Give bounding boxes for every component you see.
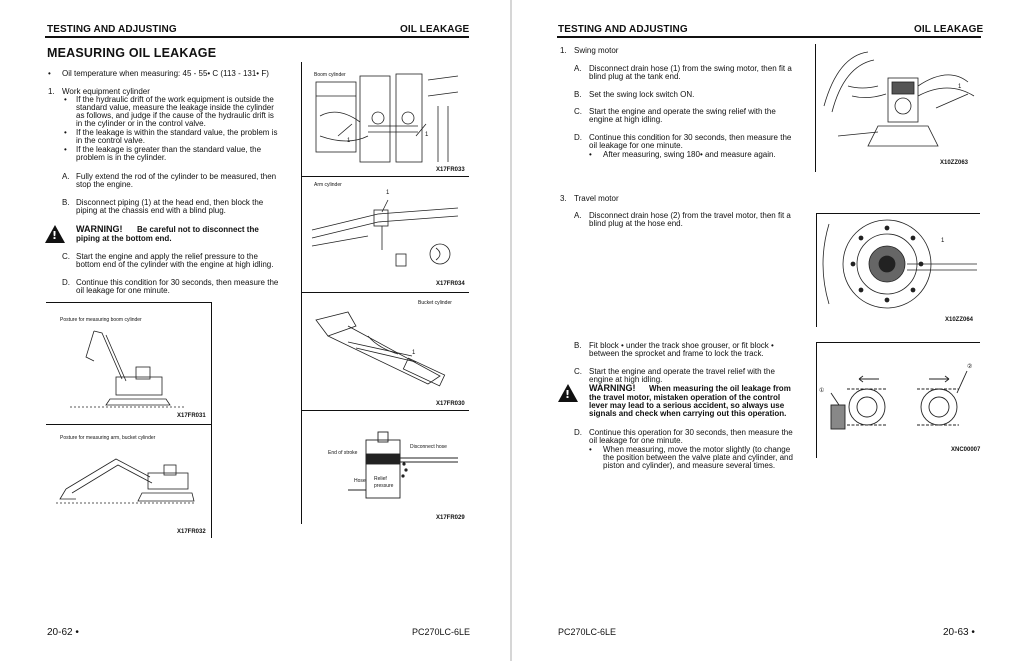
figure-id: X17FR031 xyxy=(177,413,206,419)
travel-sub-note: When measuring, move the motor slightly (to change xyxy=(603,445,791,454)
figure-caption: Bucket cylinder xyxy=(418,300,452,306)
step-letter: D. xyxy=(574,428,582,437)
figure-id: X17FR030 xyxy=(436,401,465,407)
figure-id: X17FR029 xyxy=(436,515,465,521)
posture-figures xyxy=(46,302,212,538)
step-letter: B. xyxy=(574,90,582,99)
step-line: piping at the chassis end with a blind plug. xyxy=(76,206,226,215)
figure-id: X10ZZ063 xyxy=(940,160,969,166)
callout-1: 1 xyxy=(412,350,416,356)
sub-bullet-line: in the cylinder or in the control valve. xyxy=(76,119,206,128)
warning-label: WARNING! xyxy=(76,224,123,234)
oil-temperature-note: Oil temperature when measuring: 45 - 55• C (113 - 131• F) xyxy=(62,69,269,78)
step-line: oil leakage for one minute. xyxy=(76,286,170,295)
end-of-stroke-label: End of stroke xyxy=(328,450,358,456)
step-letter: A. xyxy=(62,172,70,181)
travel-sub-note: piston and cylinder), and measure several times. xyxy=(603,461,776,470)
callout-1: 1 xyxy=(958,84,962,90)
figure-divider xyxy=(46,424,212,425)
step-line: Continue this operation for 30 seconds, then measure the xyxy=(589,428,793,437)
header-rule xyxy=(45,36,469,38)
callout-1: 1 xyxy=(941,238,945,244)
header-topic: OIL LEAKAGE xyxy=(400,24,470,35)
cylinder-section-drawing xyxy=(308,430,468,510)
step-line: oil leakage for one minute. xyxy=(589,436,683,445)
step-line: Continue this condition for 30 seconds, then measure the xyxy=(76,278,279,287)
step-letter: B. xyxy=(62,198,70,207)
item-number: 1. xyxy=(48,87,55,96)
step-line: Disconnect drain hose (1) from the swing motor, then fit a xyxy=(589,64,792,73)
callout-1: 1 xyxy=(425,132,429,138)
figure-id: X17FR033 xyxy=(436,167,465,173)
hose-label: Hose xyxy=(354,478,366,484)
track-block-figure xyxy=(816,342,980,458)
item-title-travel-motor: Travel motor xyxy=(574,194,619,203)
figure-divider xyxy=(302,410,469,411)
figure-frame-rule xyxy=(815,44,816,172)
sub-bullet-line: standard value, measure the leakage inside the cylinder xyxy=(76,103,274,112)
excavator-arm-posture-drawing xyxy=(56,445,196,509)
figure-id: X17FR034 xyxy=(436,281,465,287)
figure-divider xyxy=(302,292,469,293)
page-number: 20-62 • xyxy=(47,627,79,638)
figure-id: XNC00007 xyxy=(951,447,981,453)
sub-bullet-line: problem is in the cylinder. xyxy=(76,153,167,162)
step-line: Fit block • under the track shoe grouser, or fit block • xyxy=(589,341,774,350)
bullet: • xyxy=(589,445,592,454)
step-line: blind plug at the tank end. xyxy=(589,72,681,81)
page-number: 20-63 • xyxy=(943,627,975,638)
figure-caption: Arm cylinder xyxy=(314,182,342,188)
step-letter: C. xyxy=(574,107,582,116)
bucket-cylinder-figure xyxy=(308,296,468,408)
swing-sub-note: After measuring, swing 180• and measure again. xyxy=(603,150,776,159)
item-number: 1. xyxy=(560,46,567,55)
bucket-cylinder-drawing xyxy=(308,296,468,400)
item-number: 3. xyxy=(560,194,567,203)
disconnect-hose-label: Disconnect hose xyxy=(410,444,447,450)
travel-sub-note: the position between the valve plate and cylinder, and xyxy=(603,453,793,462)
track-block-drawing xyxy=(817,343,979,443)
callout-block-1: ① xyxy=(819,388,825,394)
callout-1: 1 xyxy=(386,190,390,196)
travel-motor-figure xyxy=(816,213,980,327)
step-letter: C. xyxy=(62,252,70,261)
step-letter: C. xyxy=(574,367,582,376)
step-line: between the sprocket and frame to lock the track. xyxy=(589,349,764,358)
sub-bullet-line: If the leakage is greater than the standard value, the xyxy=(76,145,262,154)
figure-id: X17FR032 xyxy=(177,529,206,535)
step-line: Disconnect piping (1) at the head end, then block the xyxy=(76,198,264,207)
step-letter: D. xyxy=(62,278,70,287)
bullet: • xyxy=(64,95,67,104)
model-number: PC270LC-6LE xyxy=(412,627,471,637)
warning-text: Be careful not to disconnect the xyxy=(137,225,259,234)
travel-motor-drawing xyxy=(817,214,979,314)
step-line: Continue this condition for 30 seconds, then measure the xyxy=(589,133,792,142)
item-title-swing-motor: Swing motor xyxy=(574,46,619,55)
step-line: oil leakage for one minute. xyxy=(589,141,683,150)
step-line: engine at high idling. xyxy=(589,375,663,384)
step-line: Fully extend the rod of the cylinder to be measured, then xyxy=(76,172,277,181)
step-line: Start the engine and operate the travel relief with the xyxy=(589,367,775,376)
callout-1: 1 xyxy=(347,138,351,144)
bullet: • xyxy=(589,150,592,159)
step-line: blind plug at the hose end. xyxy=(589,219,683,228)
header-topic: OIL LEAKAGE xyxy=(914,24,984,35)
warning-icon: ! xyxy=(45,225,65,243)
right-page xyxy=(512,0,1024,661)
figure-column-rule xyxy=(301,62,302,524)
sub-bullet-line: If the hydraulic drift of the work equipment is outside the xyxy=(76,95,274,104)
step-line: Disconnect drain hose (2) from the travel motor, then fit a xyxy=(589,211,791,220)
page-title: MEASURING OIL LEAKAGE xyxy=(47,46,217,60)
item-title-work-equipment: Work equipment cylinder xyxy=(62,87,150,96)
step-line: engine at high idling. xyxy=(589,115,663,124)
header-rule xyxy=(557,36,981,38)
posture-boom-caption: Posture for measuring boom cylinder xyxy=(60,317,142,323)
header-section-title: TESTING AND ADJUSTING xyxy=(558,24,688,35)
bullet: • xyxy=(64,128,67,137)
step-line: Start the engine and operate the swing relief with the xyxy=(589,107,776,116)
swing-motor-drawing xyxy=(818,46,980,156)
step-line: Start the engine and apply the relief pressure to the xyxy=(76,252,258,261)
figure-caption: Boom cylinder xyxy=(314,72,346,78)
step-letter: B. xyxy=(574,341,582,350)
warning-label: WARNING! xyxy=(589,383,636,393)
boom-cylinder-figure xyxy=(308,66,468,174)
relief-label: Relief xyxy=(374,476,387,482)
step-line: Set the swing lock switch ON. xyxy=(589,90,695,99)
callout-block-2: ② xyxy=(967,364,973,370)
warning-text: signals and check when carrying out this operation. xyxy=(589,409,787,418)
model-number: PC270LC-6LE xyxy=(558,627,617,637)
figure-divider xyxy=(302,176,469,177)
step-line: bottom end of the cylinder with the engine at high idling. xyxy=(76,260,274,269)
sub-bullet-line: If the leakage is within the standard value, the problem is xyxy=(76,128,278,137)
warning-text: lever may lead to a serious accident, so always use xyxy=(589,401,785,410)
step-letter: A. xyxy=(574,64,582,73)
stroke-end-diagram xyxy=(308,430,468,526)
posture-arm-caption: Posture for measuring arm, bucket cylinder xyxy=(60,435,156,441)
sub-bullet-line: as follows, and judge if the cause of the hydraulic drift is xyxy=(76,111,274,120)
step-letter: D. xyxy=(574,133,582,142)
arm-cylinder-figure xyxy=(308,180,468,290)
excavator-boom-posture-drawing xyxy=(66,325,186,409)
sub-bullet-line: in the control valve. xyxy=(76,136,145,145)
pressure-label: pressure xyxy=(374,483,394,489)
warning-text: When measuring the oil leakage from xyxy=(649,384,791,393)
swing-motor-figure xyxy=(818,46,980,170)
boom-cylinder-drawing xyxy=(308,66,468,166)
warning-text: the travel motor, mistaken operation of the control xyxy=(589,393,781,402)
warning-icon: ! xyxy=(558,384,578,402)
bullet: • xyxy=(64,145,67,154)
figure-id: X10ZZ064 xyxy=(945,317,974,323)
bullet: • xyxy=(48,69,51,78)
step-letter: A. xyxy=(574,211,582,220)
step-line: stop the engine. xyxy=(76,180,133,189)
warning-text: piping at the bottom end. xyxy=(76,234,172,243)
header-section-title: TESTING AND ADJUSTING xyxy=(47,24,177,35)
